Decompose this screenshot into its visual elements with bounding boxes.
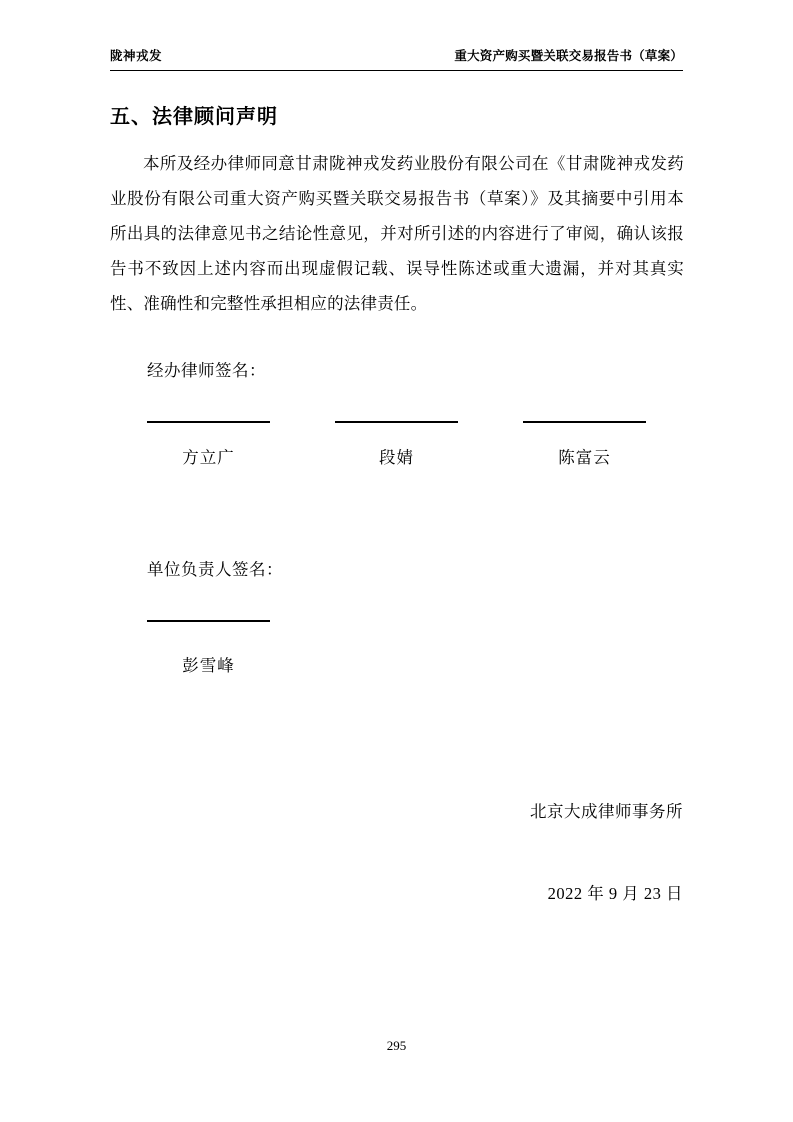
header-document-title: 重大资产购买暨关联交易报告书（草案） [454, 49, 683, 63]
signature-line-4 [147, 620, 270, 622]
lawyer-name-2: 段婧 [379, 448, 414, 467]
section-heading: 五、法律顾问声明 [110, 106, 278, 128]
header-company-name: 陇神戎发 [110, 49, 163, 63]
signature-line-3 [523, 421, 646, 423]
signature-line-2 [335, 421, 458, 423]
header-divider [110, 70, 683, 71]
law-firm-name: 北京大成律师事务所 [530, 802, 683, 821]
lawyer-name-3: 陈富云 [558, 448, 611, 467]
lawyer-signature-label: 经办律师签名： [147, 361, 266, 380]
company-representative-signature-label: 单位负责人签名： [147, 560, 283, 579]
page-number: 295 [386, 1038, 407, 1053]
lawyer-name-1: 方立广 [182, 448, 235, 467]
signature-line-1 [147, 421, 270, 423]
company-representative-name: 彭雪峰 [182, 656, 235, 675]
statement-paragraph: 本所及经办律师同意甘肃陇神戎发药业股份有限公司在《甘肃陇神戎发药业股份有限公司重大资产购买暨关联交易报告书（草案）》及其摘要中引用本所出具的法律意见书之结论性意见，并对所引述的内容进行了审阅，确认该报告书不致因上述内容而出现虚假记载、误导性陈述或重大遗漏，并对其真实性、准确性和完整性承担相应的法律责任。 [110, 154, 684, 313]
running-header [110, 46, 683, 64]
document-date: 2022 年 9 月 23 日 [547, 884, 683, 903]
